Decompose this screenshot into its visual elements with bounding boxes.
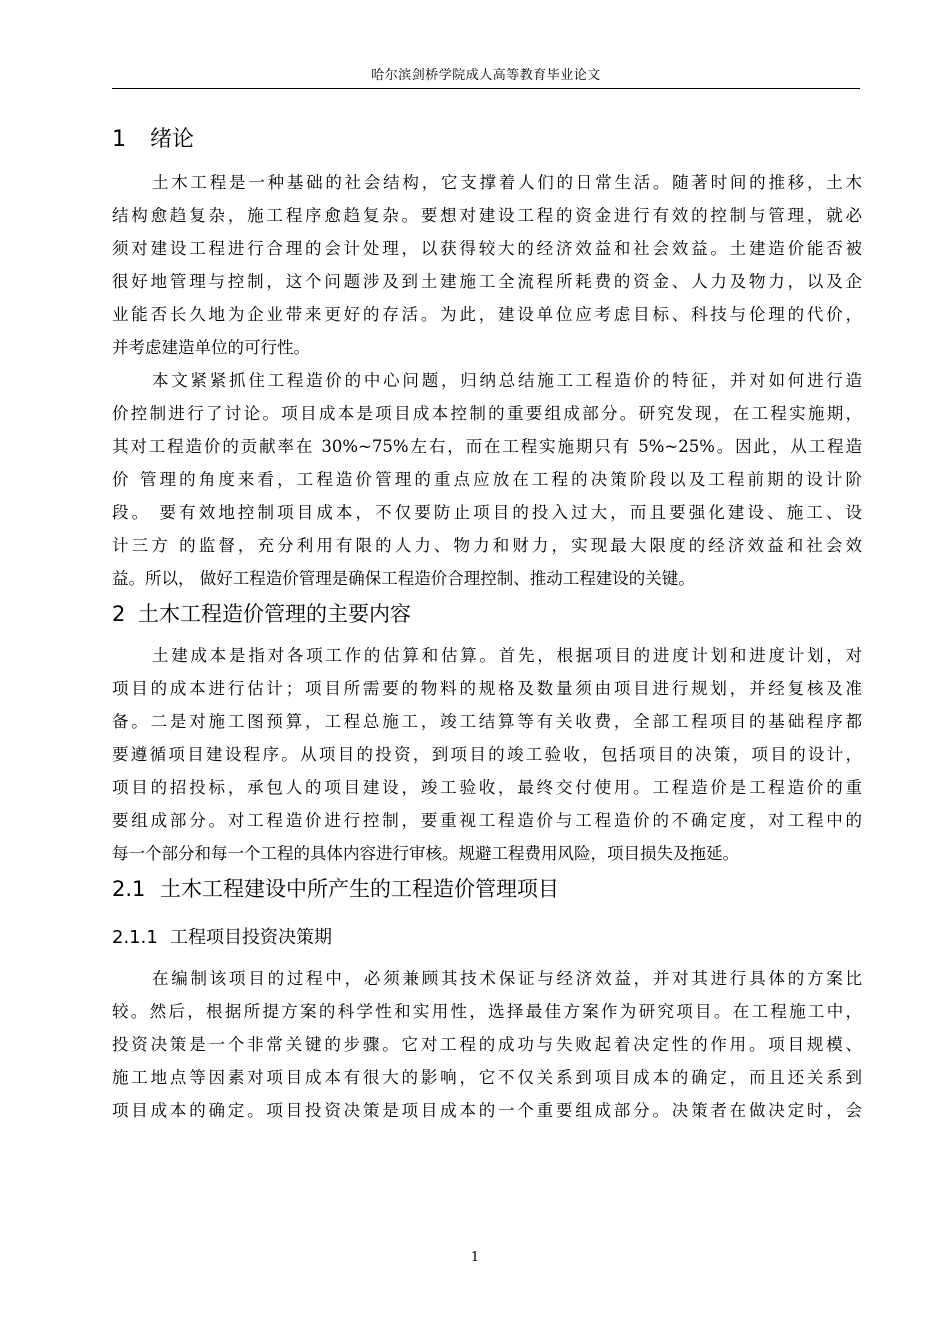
paragraph-line: 土木工程是一种基础的社会结构，它支撑着人们的日常生活。随著时间的推移，土木 [152,173,862,192]
paragraph-line: 价控制进行了讨论。项目成本是项目成本控制的重要组成部分。研究发现，在工程实施期， [112,404,862,423]
paragraph-line: 要组成部分。对工程造价进行控制，要重视工程造价与工程造价的不确定度，对工程中的 [112,811,862,830]
paragraph-line: 业能否长久地为企业带来更好的存活。为此，建设单位应考虑目标、科技与伦理的代价， [112,305,862,324]
section-number: 2 [112,602,126,626]
paragraph-line: 施工地点等因素对项目成本有很大的影响，它不仅关系到项目成本的确定，而且还关系到 [112,1068,862,1087]
section-heading-2-1 [112,875,862,903]
section-number: 1 [112,127,126,152]
paragraph-line: 很好地管理与控制，这个问题涉及到土建施工全流程所耗费的资金、人力及物力，以及企 [112,272,862,291]
section-title: 绪论 [150,127,195,152]
paragraph-line: 其对工程造价的贡献率在 30%~75%左右，而在工程实施期只有 5%~25%。因此，从工程造 [112,437,862,456]
paragraph-line: 要遵循项目建设程序。从项目的投资，到项目的竣工验收，包括项目的决策，项目的设计， [112,745,862,764]
section-title: 土木工程造价管理的主要内容 [138,602,411,626]
paragraph-line: 益。所以， 做好工程造价管理是确保工程造价合理控制、推动工程建设的关键。 [112,569,695,588]
section-number: 2.1.1 [112,927,158,948]
paragraph-line: 每一个部分和每一个工程的具体内容进行审核。规避工程费用风险，项目损失及拖延。 [112,844,739,863]
section-number: 2.1 [112,877,146,901]
section-title: 土木工程建设中所产生的工程造价管理项目 [160,877,559,901]
paragraph-line: 土建成本是指对各项工作的估算和估算。首先，根据项目的进度计划和进度计划，对 [152,646,862,665]
paragraph-line: 项目的成本进行估计；项目所需要的物料的规格及数量须由项目进行规划，并经复核及准 [112,679,862,698]
section-heading-2-1-1 [112,925,862,951]
paragraph-line: 较。然后，根据所提方案的科学性和实用性，选择最佳方案作为研究项目。在工程施工中， [112,1002,862,1021]
paragraph-line: 并考虑建造单位的可行性。 [112,338,310,357]
paragraph-line: 价 管理的角度来看，工程造价管理的重点应放在工程的决策阶段以及工程前期的设计阶 [112,470,862,489]
header-rule [112,88,860,89]
paragraph-line: 项目的招投标，承包人的项目建设，竣工验收，最终交付使用。工程造价是工程造价的重 [112,778,862,797]
paragraph-line: 结构愈趋复杂，施工程序愈趋复杂。要想对建设工程的资金进行有效的控制与管理，就必 [112,206,862,225]
paragraph-line: 计三方 的监督，充分利用有限的人力、物力和财力，实现最大限度的经济效益和社会效 [112,536,862,555]
paragraph-line: 须对建设工程进行合理的会计处理，以获得较大的经济效益和社会效益。土建造价能否被 [112,239,862,258]
paragraph-line: 在编制该项目的过程中，必须兼顾其技术保证与经济效益，并对其进行具体的方案比 [152,969,862,988]
section-title: 工程项目投资决策期 [170,927,332,948]
paragraph-line: 投资决策是一个非常关键的步骤。它对工程的成功与失败起着决定性的作用。项目规模、 [112,1035,862,1054]
paragraph-line: 项目成本的确定。项目投资决策是项目成本的一个重要组成部分。决策者在做决定时，会 [112,1101,862,1120]
paragraph-line: 本文紧紧抓住工程造价的中心问题，归纳总结施工工程造价的特征，并对如何进行造 [152,371,862,390]
paragraph-line: 备。二是对施工图预算，工程总施工，竣工结算等有关收费，全部工程项目的基础程序都 [112,712,862,731]
section-heading-1 [112,126,862,154]
running-header: 哈尔滨剑桥学院成人高等教育毕业论文 [371,68,601,83]
page-number: 1 [470,1250,480,1265]
section-heading-2 [112,600,862,628]
paragraph-line: 段。 要有效地控制项目成本，不仅要防止项目的投入过大，而且要强化建设、施工、设 [112,503,862,522]
